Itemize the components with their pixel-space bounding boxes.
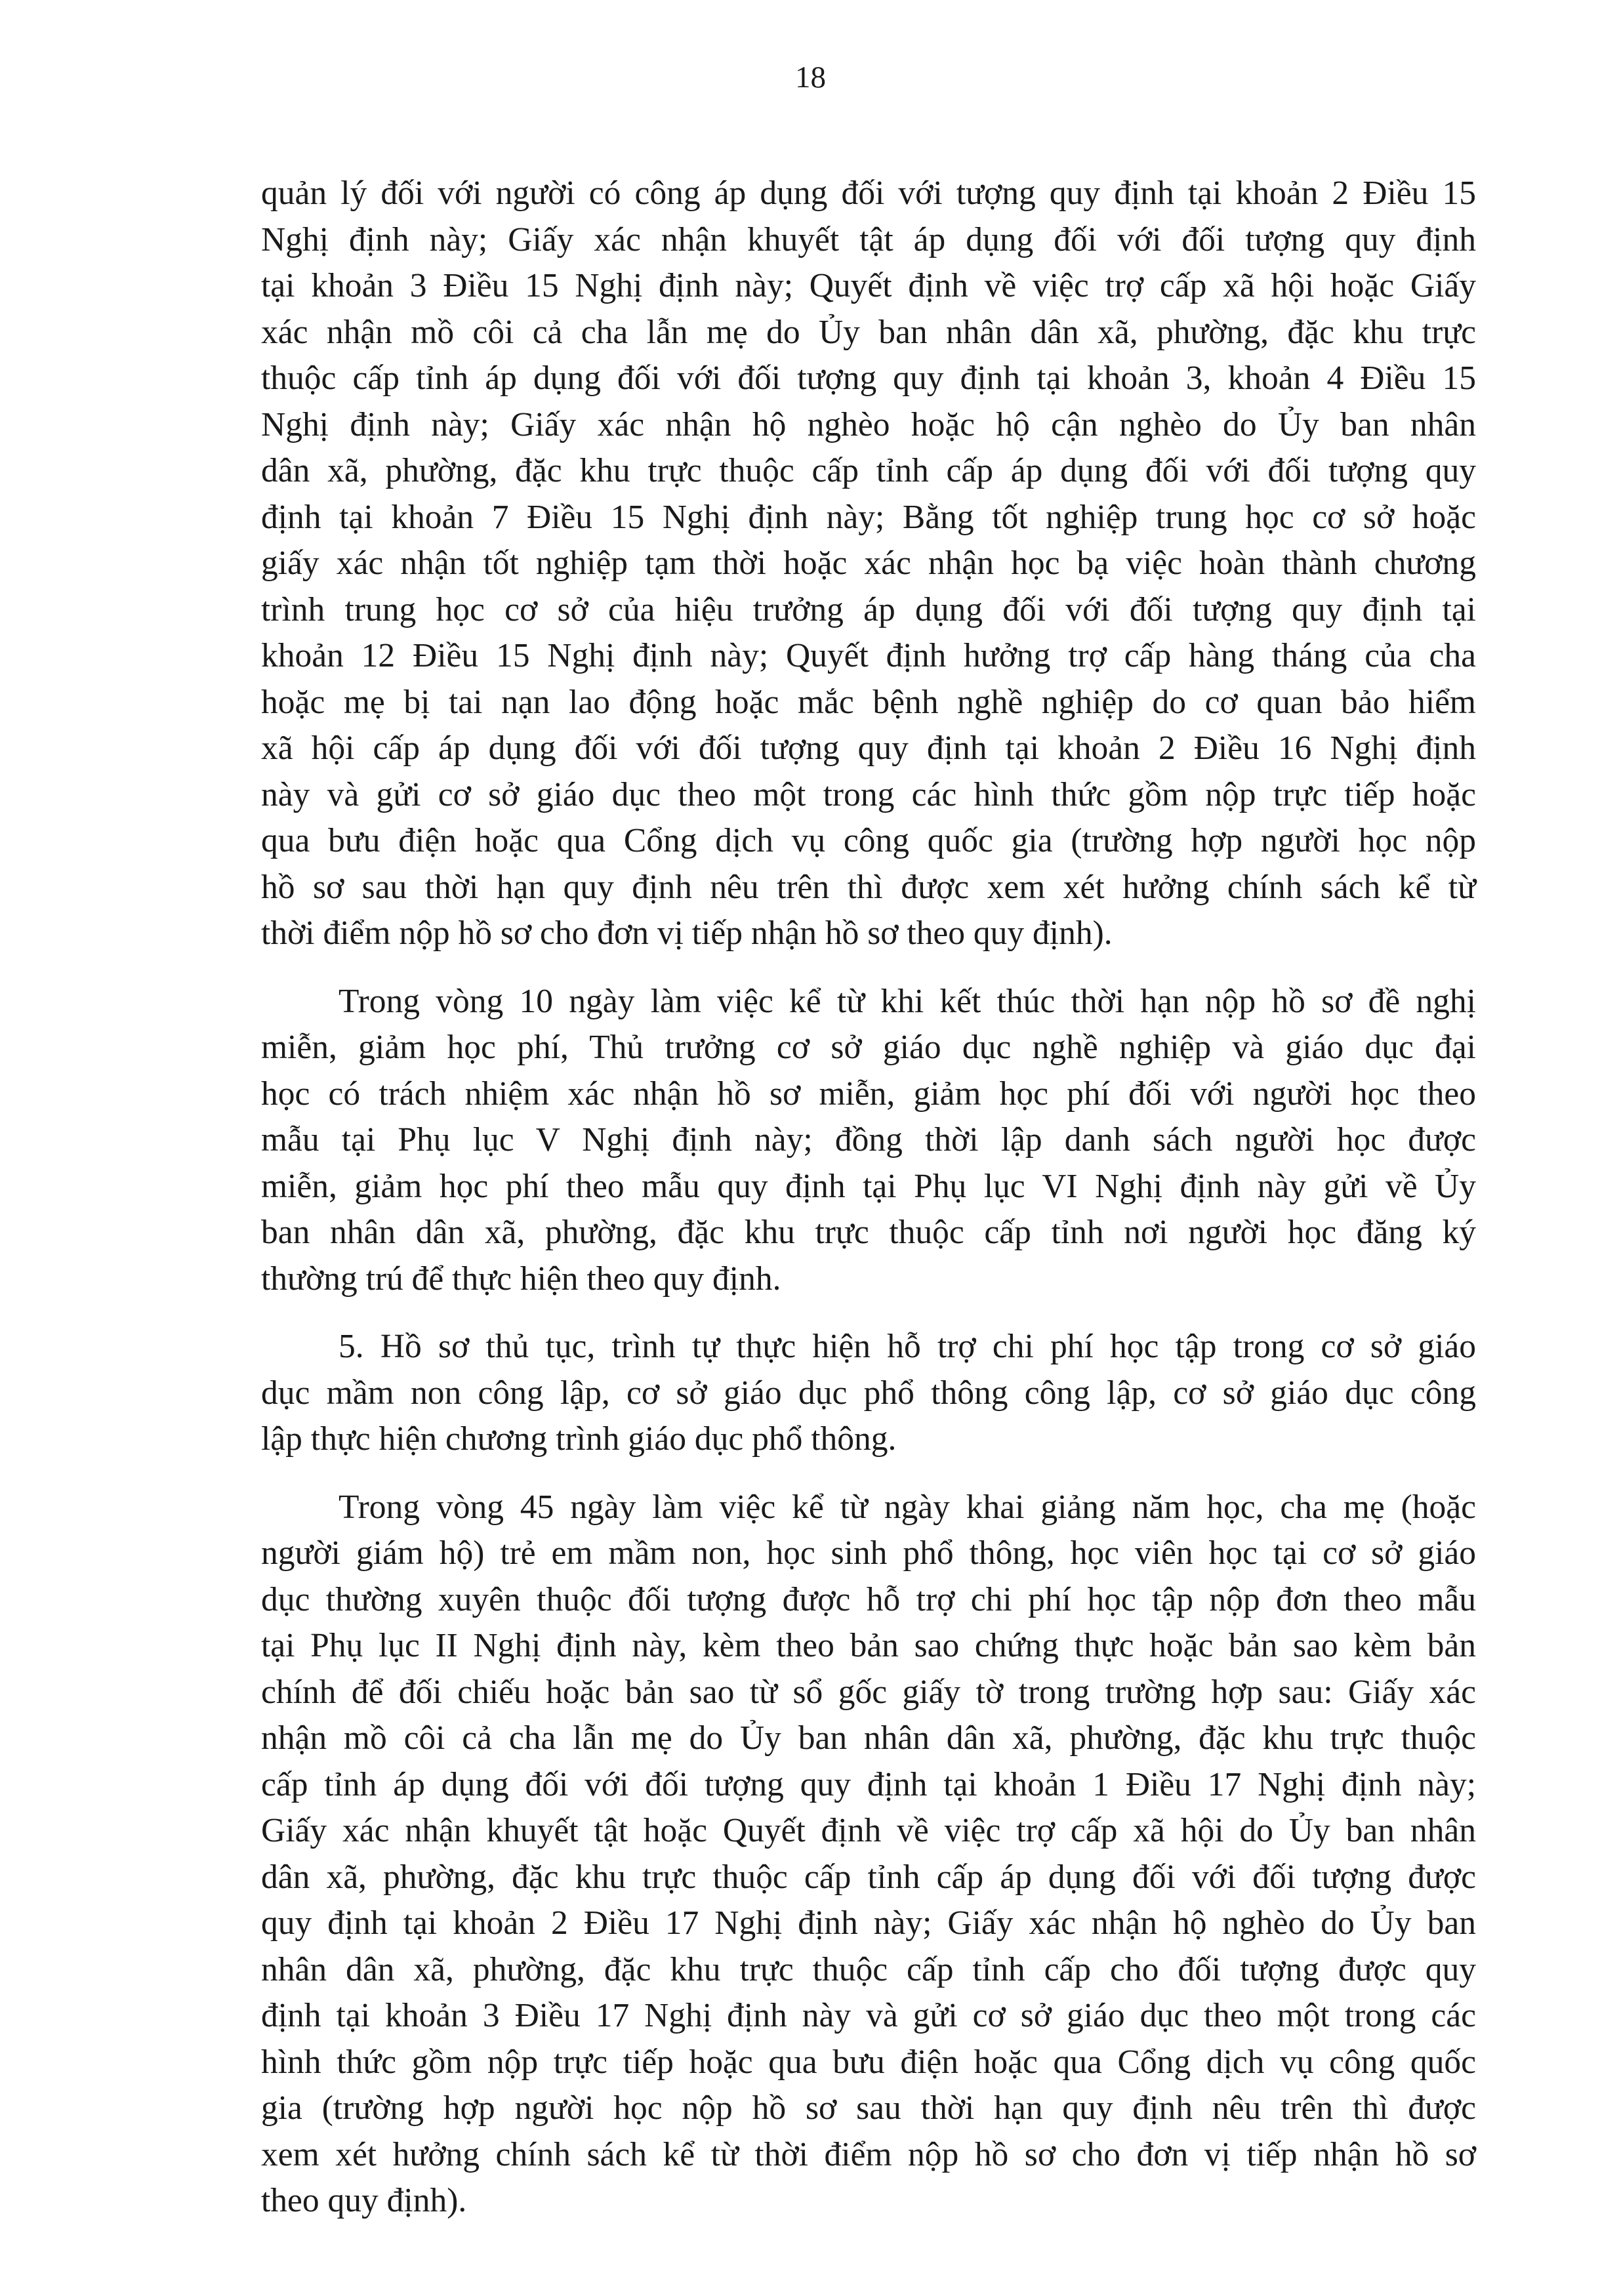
text-line: ban nhân dân xã, phường, đặc khu trực thuộc cấp tỉnh nơi người học đăng ký <box>261 1214 1476 1251</box>
text-line: định tại khoản 3 Điều 17 Nghị định này và gửi cơ sở giáo dục theo một trong các <box>261 1997 1476 2034</box>
text-line: lập thực hiện chương trình giáo dục phổ thông. <box>261 1420 897 1458</box>
text-line: khoản 12 Điều 15 Nghị định này; Quyết định hưởng trợ cấp hàng tháng của cha <box>261 637 1476 674</box>
text-line: Nghị định này; Giấy xác nhận hộ nghèo hoặc hộ cận nghèo do Ủy ban nhân <box>261 405 1476 443</box>
text-line: Trong vòng 45 ngày làm việc kể từ ngày khai giảng năm học, cha mẹ (hoặc <box>339 1488 1476 1526</box>
text-line: dân xã, phường, đặc khu trực thuộc cấp tỉnh cấp áp dụng đối với đối tượng được <box>261 1858 1476 1896</box>
text-line: dục mầm non công lập, cơ sở giáo dục phổ thông công lập, cơ sở giáo dục công <box>261 1374 1476 1412</box>
text-line: chính để đối chiếu hoặc bản sao từ sổ gốc giấy tờ trong trường hợp sau: Giấy xác <box>261 1673 1476 1711</box>
text-line: miễn, giảm học phí, Thủ trưởng cơ sở giáo dục nghề nghiệp và giáo dục đại <box>261 1029 1476 1066</box>
text-line: thời điểm nộp hồ sơ cho đơn vị tiếp nhận hồ sơ theo quy định). <box>261 914 1113 952</box>
text-line: hoặc mẹ bị tai nạn lao động hoặc mắc bệnh nghề nghiệp do cơ quan bảo hiểm <box>261 683 1476 721</box>
text-line: nhân dân xã, phường, đặc khu trực thuộc cấp tỉnh cấp cho đối tượng được quy <box>261 1950 1476 1988</box>
text-line: dân xã, phường, đặc khu trực thuộc cấp tỉnh cấp áp dụng đối với đối tượng quy <box>261 452 1476 489</box>
text-line: miễn, giảm học phí theo mẫu quy định tại Phụ lục VI Nghị định này gửi về Ủy <box>261 1167 1476 1205</box>
text-line: định tại khoản 7 Điều 15 Nghị định này; Bằng tốt nghiệp trung học cơ sở hoặc <box>261 498 1476 536</box>
paragraph-continuation <box>261 171 1476 957</box>
text-line: Nghị định này; Giấy xác nhận khuyết tật áp dụng đối với đối tượng quy định <box>261 220 1476 258</box>
text-line: 5. Hồ sơ thủ tục, trình tự thực hiện hỗ trợ chi phí học tập trong cơ sở giáo <box>339 1328 1476 1365</box>
text-line: xác nhận mồ côi cả cha lẫn mẹ do Ủy ban nhân dân xã, phường, đặc khu trực <box>261 313 1476 351</box>
text-line: trình trung học cơ sở của hiệu trưởng áp dụng đối với đối tượng quy định tại <box>261 590 1476 628</box>
text-line: thuộc cấp tỉnh áp dụng đối với đối tượng quy định tại khoản 3, khoản 4 Điều 15 <box>261 359 1476 397</box>
text-line: hình thức gồm nộp trực tiếp hoặc qua bưu điện hoặc qua Cổng dịch vụ công quốc <box>261 2043 1476 2081</box>
text-line: Giấy xác nhận khuyết tật hoặc Quyết định về việc trợ cấp xã hội do Ủy ban nhân <box>261 1812 1476 1849</box>
text-line: quản lý đối với người có công áp dụng đối với tượng quy định tại khoản 2 Điều 15 <box>261 174 1476 212</box>
text-line: dục thường xuyên thuộc đối tượng được hỗ trợ chi phí học tập nộp đơn theo mẫu <box>261 1580 1476 1618</box>
text-line: xem xét hưởng chính sách kể từ thời điểm nộp hồ sơ cho đơn vị tiếp nhận hồ sơ <box>261 2135 1476 2173</box>
document-body <box>261 171 1476 2246</box>
text-line: người giám hộ) trẻ em mầm non, học sinh phổ thông, học viên học tại cơ sở giáo <box>261 1534 1476 1572</box>
text-line: mẫu tại Phụ lục V Nghị định này; đồng thời lập danh sách người học được <box>261 1121 1476 1158</box>
text-line: gia (trường hợp người học nộp hồ sơ sau thời hạn quy định nêu trên thì được <box>261 2089 1476 2127</box>
text-line: qua bưu điện hoặc qua Cổng dịch vụ công quốc gia (trường hợp người học nộp <box>261 822 1476 859</box>
text-line: nhận mồ côi cả cha lẫn mẹ do Ủy ban nhân dân xã, phường, đặc khu trực thuộc <box>261 1719 1476 1757</box>
text-line: tại khoản 3 Điều 15 Nghị định này; Quyết định về việc trợ cấp xã hội hoặc Giấy <box>261 267 1476 304</box>
paragraph-support-application <box>261 1485 1476 2224</box>
text-line: giấy xác nhận tốt nghiệp tạm thời hoặc xác nhận học bạ việc hoàn thành chương <box>261 544 1476 582</box>
text-line: thường trú để thực hiện theo quy định. <box>261 1260 781 1298</box>
text-line: hồ sơ sau thời hạn quy định nêu trên thì được xem xét hưởng chính sách kể từ <box>261 868 1476 906</box>
text-line: xã hội cấp áp dụng đối với đối tượng quy định tại khoản 2 Điều 16 Nghị định <box>261 729 1476 767</box>
text-line: Trong vòng 10 ngày làm việc kể từ khi kết thúc thời hạn nộp hồ sơ đề nghị <box>339 982 1476 1020</box>
text-line: cấp tỉnh áp dụng đối với đối tượng quy định tại khoản 1 Điều 17 Nghị định này; <box>261 1765 1476 1803</box>
text-line: theo quy định). <box>261 2182 467 2219</box>
text-line: học có trách nhiệm xác nhận hồ sơ miễn, giảm học phí đối với người học theo <box>261 1075 1476 1113</box>
paragraph-section-5 <box>261 1324 1476 1463</box>
text-line: tại Phụ lục II Nghị định này, kèm theo bản sao chứng thực hoặc bản sao kèm bản <box>261 1627 1476 1664</box>
paragraph-review-deadline <box>261 979 1476 1303</box>
text-line: này và gửi cơ sở giáo dục theo một trong các hình thức gồm nộp trực tiếp hoặc <box>261 775 1476 813</box>
page-number: 18 <box>795 60 826 94</box>
text-line: quy định tại khoản 2 Điều 17 Nghị định này; Giấy xác nhận hộ nghèo do Ủy ban <box>261 1904 1476 1942</box>
